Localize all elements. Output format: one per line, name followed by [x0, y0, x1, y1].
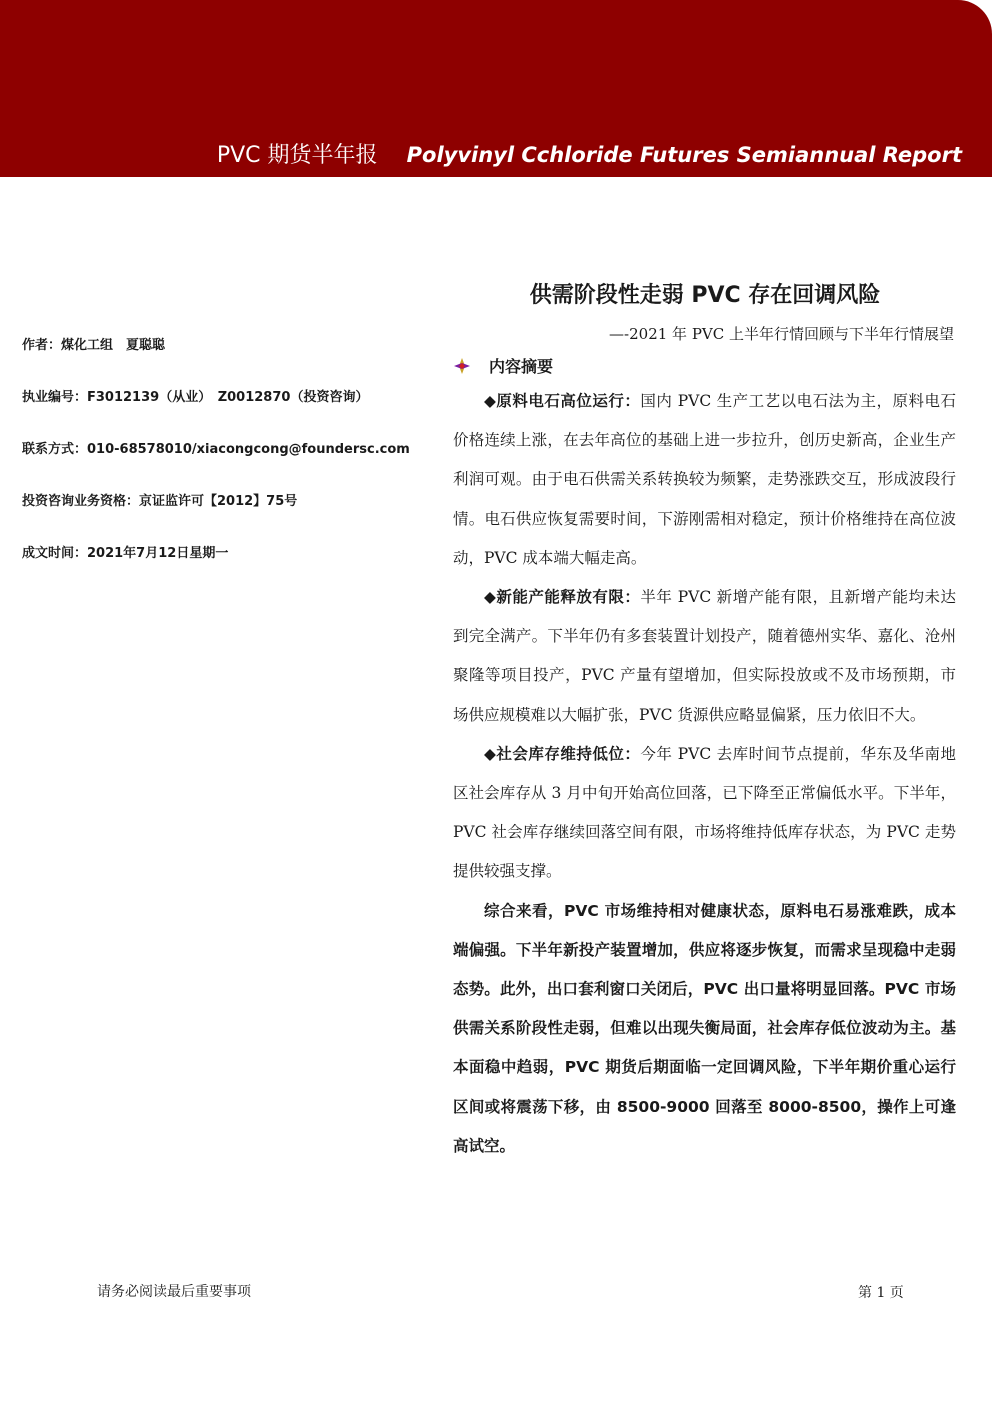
- qualification: 投资咨询业务资格：京证监许可【2012】75号: [22, 494, 298, 509]
- summary-point: [453, 735, 956, 892]
- document-subtitle: —-2021 年 PVC 上半年行情回顾与下半年行情展望: [609, 325, 954, 343]
- point-label: ◆社会库存维持低位：: [484, 744, 641, 763]
- author: 作者：煤化工组 夏聪聪: [22, 338, 166, 353]
- report-title: [217, 138, 962, 169]
- footer-notice: 请务必阅读最后重要事项: [97, 1284, 251, 1300]
- author-info: [22, 336, 422, 596]
- summary-heading-text: 内容摘要: [489, 357, 554, 376]
- point-text: 今年 PVC 去库时间节点提前，华东及华南地区社会库存从 3 月中旬开始高位回落，已下降至正常偏低水平。下半年，PVC 社会库存继续回落空间有限，市场将维持低库存状态，为 PVC 走势提供较强支撑。: [453, 744, 956, 881]
- summary-body: [453, 382, 956, 1166]
- point-text: 半年 PVC 新增产能有限，且新增产能均未达到完全满产。下半年仍有多套装置计划投产，随着德州实华、嘉化、沧州聚隆等项目投产，PVC 产量有望增加，但实际投放或不及市场预期，市场供应规模难以大幅扩张，PVC 货源供应略显偏紧，压力依旧不大。: [453, 588, 956, 724]
- point-text: 国内 PVC 生产工艺以电石法为主，原料电石价格连续上涨，在去年高位的基础上进一步拉升，创历史新高，企业生产利润可观。由于电石供需关系转换较为频繁，走势涨跌交互，形成波段行情。电石供应恢复需要时间，下游刚需相对稳定，预计价格维持在高位波动，PVC 成本端大幅走高。: [453, 392, 956, 567]
- contact-info: 联系方式：010-68578010/xiacongcong@foundersc.com: [22, 442, 410, 457]
- license-number: 执业编号：F3012139（从业） Z0012870（投资咨询）: [22, 390, 369, 405]
- point-label: ◆原料电石高位运行：: [484, 392, 641, 410]
- summary-heading: [453, 354, 553, 377]
- summary-conclusion: 综合来看，PVC 市场维持相对健康状态，原料电石易涨难跌，成本端偏强。下半年新投产装置增加，供应将逐步恢复，而需求呈现稳中走弱态势。此外，出口套利窗口关闭后，PVC 出口量将明显回落。PVC 市场供需关系阶段性走弱，但难以出现失衡局面，社会库存低位波动为主。基本面稳中趋弱，PVC 期货后期面临一定回调风险，下半年期价重心运行区间或将震荡下移，由 8500-9000 回落至 8000-8500，操作上可逢高试空。: [453, 901, 956, 1155]
- point-label: ◆新能产能释放有限：: [484, 588, 641, 607]
- bullet-diamond-icon: [453, 357, 471, 375]
- document-title: 供需阶段性走弱 PVC 存在回调风险: [529, 283, 881, 308]
- summary-point: [453, 382, 956, 578]
- report-title-cn: PVC 期货半年报: [216, 143, 378, 168]
- page-number: 第 1 页: [858, 1285, 904, 1301]
- report-title-en: Polyvinyl Cchloride Futures Semiannual Report: [406, 143, 962, 167]
- written-date: 成文时间：2021年7月12日星期一: [22, 546, 229, 561]
- header-banner: [0, 0, 992, 177]
- summary-point: [453, 578, 956, 735]
